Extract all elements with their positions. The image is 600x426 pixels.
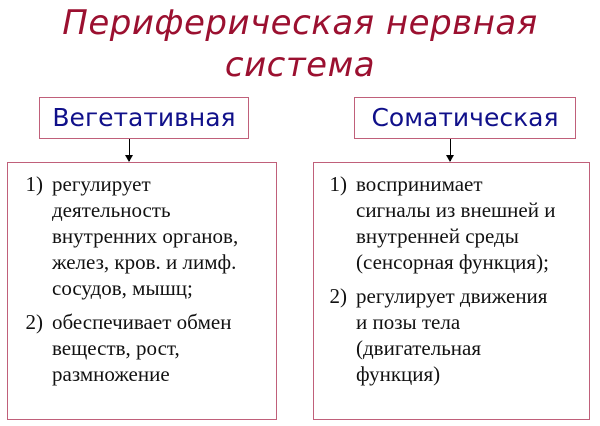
item-line: внутренней среды <box>356 224 519 248</box>
item-line: обеспечивает обмен <box>52 310 232 334</box>
item-line: регулирует движения <box>356 284 548 308</box>
list-item <box>8 309 270 387</box>
item-number: 1) <box>329 172 347 196</box>
list-item <box>314 171 583 275</box>
item-text <box>52 309 270 387</box>
item-line: внутренних органов, <box>52 224 239 248</box>
item-number: 2) <box>329 284 347 308</box>
item-line: веществ, рост, <box>52 336 180 360</box>
title-line-2: система <box>224 45 376 85</box>
category-somatic: Соматическая <box>354 97 576 139</box>
item-text <box>356 171 583 275</box>
item-line: размножение <box>52 362 170 386</box>
item-line: (сенсорная функция); <box>356 250 549 274</box>
list-item <box>314 283 583 387</box>
slide-title <box>0 2 600 86</box>
item-line: сосудов, мышц; <box>52 276 193 300</box>
item-text <box>52 171 270 301</box>
item-line: сигналы из внешней и <box>356 198 556 222</box>
item-line: и позы тела <box>356 310 461 334</box>
list-item <box>8 171 270 301</box>
somatic-functions-box <box>313 162 590 420</box>
item-line: воспринимает <box>356 172 483 196</box>
arrow-down-left-icon <box>129 139 130 161</box>
item-number: 1) <box>25 172 43 196</box>
item-line: (двигательная <box>356 336 481 360</box>
item-line: функция) <box>356 362 441 386</box>
item-line: желез, кров. и лимф. <box>52 250 237 274</box>
item-number: 2) <box>25 310 43 334</box>
title-line-1: Периферическая нервная <box>62 3 538 43</box>
item-line: деятельность <box>52 198 171 222</box>
vegetative-functions-box <box>7 162 277 420</box>
item-line: регулирует <box>52 172 151 196</box>
category-vegetative: Вегетативная <box>39 97 249 139</box>
item-text <box>356 283 583 387</box>
arrow-down-right-icon <box>450 139 451 161</box>
